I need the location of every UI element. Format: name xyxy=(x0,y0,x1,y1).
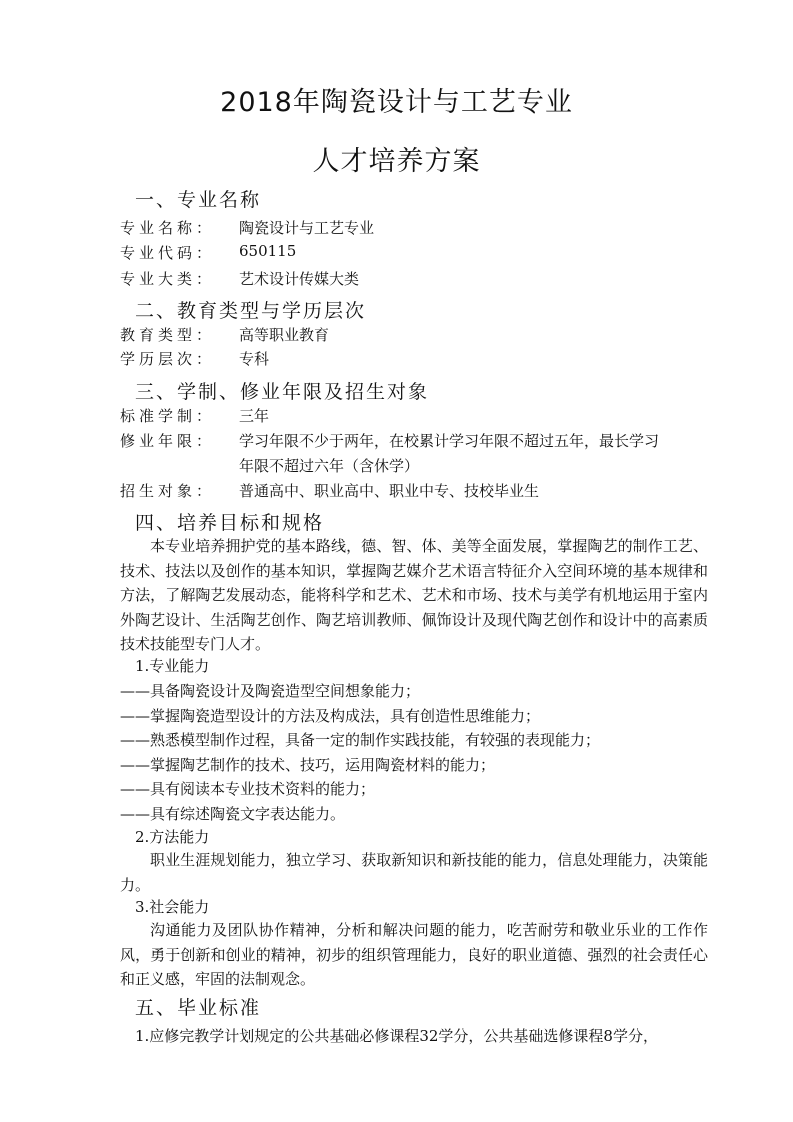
list-item: ——熟悉模型制作过程，具备一定的制作实践技能，有较强的表现能力； xyxy=(120,731,601,749)
list-item: ——掌握陶瓷造型设计的方法及构成法，具有创造性思维能力； xyxy=(120,707,541,725)
section-heading-major-name: 一、专业名称 xyxy=(135,189,262,211)
subsection-heading-professional: 1.专业能力 xyxy=(135,657,210,675)
social-ability-paragraph: 沟通能力及团队协作精神，分析和解决问题的能力，吃苦耐劳和敬业乐业的工作作风，勇于创新和创业的精神，初步的组织管理能力，良好的职业道德、强烈的社会责任心和正义感，牢固的法制观念。 xyxy=(120,921,708,989)
subsection-heading-social: 3.社会能力 xyxy=(135,898,210,916)
field-value: 三年 xyxy=(239,407,270,425)
training-goal-paragraph: 本专业培养拥护党的基本路线，德、智、体、美等全面发展，掌握陶艺的制作工艺、技术、技法以及创作的基本知识，掌握陶艺媒介艺术语言特征介入空间环境的基本规律和方法，了解陶艺发展动态，能将科学和艺术、艺术和市场、技术与美学有机地运用于室内外陶艺设计、生活陶艺创作、陶艺培训教师、佩饰设计及现代陶艺创作和设计中的高素质技术技能型专门人才。 xyxy=(120,537,708,654)
field-label: 标准学制： xyxy=(120,407,216,425)
field-label: 教育类型： xyxy=(120,326,216,344)
graduation-requirement-item: 1.应修完教学计划规定的公共基础必修课程32学分，公共基础选修课程8学分， xyxy=(135,1027,658,1045)
field-label: 专业名称： xyxy=(120,219,216,237)
section-heading-education-type: 二、教育类型与学历层次 xyxy=(135,300,367,322)
section-heading-schooling: 三、学制、修业年限及招生对象 xyxy=(135,381,430,403)
field-value: 650115 xyxy=(239,242,297,260)
field-label: 招生对象： xyxy=(120,482,216,500)
document-title: 2018年陶瓷设计与工艺专业 xyxy=(220,87,573,118)
section-heading-training-goals: 四、培养目标和规格 xyxy=(135,512,325,534)
field-value: 学习年限不少于两年，在校累计学习年限不超过五年，最长学习 xyxy=(239,432,660,450)
list-item: ——具有阅读本专业技术资料的能力； xyxy=(120,780,376,798)
subsection-heading-method: 2.方法能力 xyxy=(135,828,210,846)
field-value-continued: 年限不超过六年（含休学） xyxy=(239,457,420,475)
field-value: 高等职业教育 xyxy=(239,326,330,344)
section-heading-graduation: 五、毕业标准 xyxy=(135,997,262,1019)
field-value: 陶瓷设计与工艺专业 xyxy=(239,219,375,237)
field-label: 专业大类： xyxy=(120,270,216,288)
document-subtitle: 人才培养方案 xyxy=(312,146,481,177)
field-value: 普通高中、职业高中、职业中专、技校毕业生 xyxy=(239,482,540,500)
list-item: ——掌握陶艺制作的技术、技巧，运用陶瓷材料的能力； xyxy=(120,756,496,774)
field-label: 专业代码： xyxy=(120,244,216,262)
field-value: 专科 xyxy=(239,350,270,368)
field-value: 艺术设计传媒大类 xyxy=(239,270,360,288)
list-item: ——具有综述陶瓷文字表达能力。 xyxy=(120,805,346,823)
method-ability-paragraph: 职业生涯规划能力，独立学习、获取新知识和新技能的能力，信息处理能力，决策能力。 xyxy=(120,851,708,894)
field-label: 学历层次： xyxy=(120,350,216,368)
field-label: 修业年限： xyxy=(120,432,216,450)
list-item: ——具备陶瓷设计及陶瓷造型空间想象能力； xyxy=(120,682,421,700)
